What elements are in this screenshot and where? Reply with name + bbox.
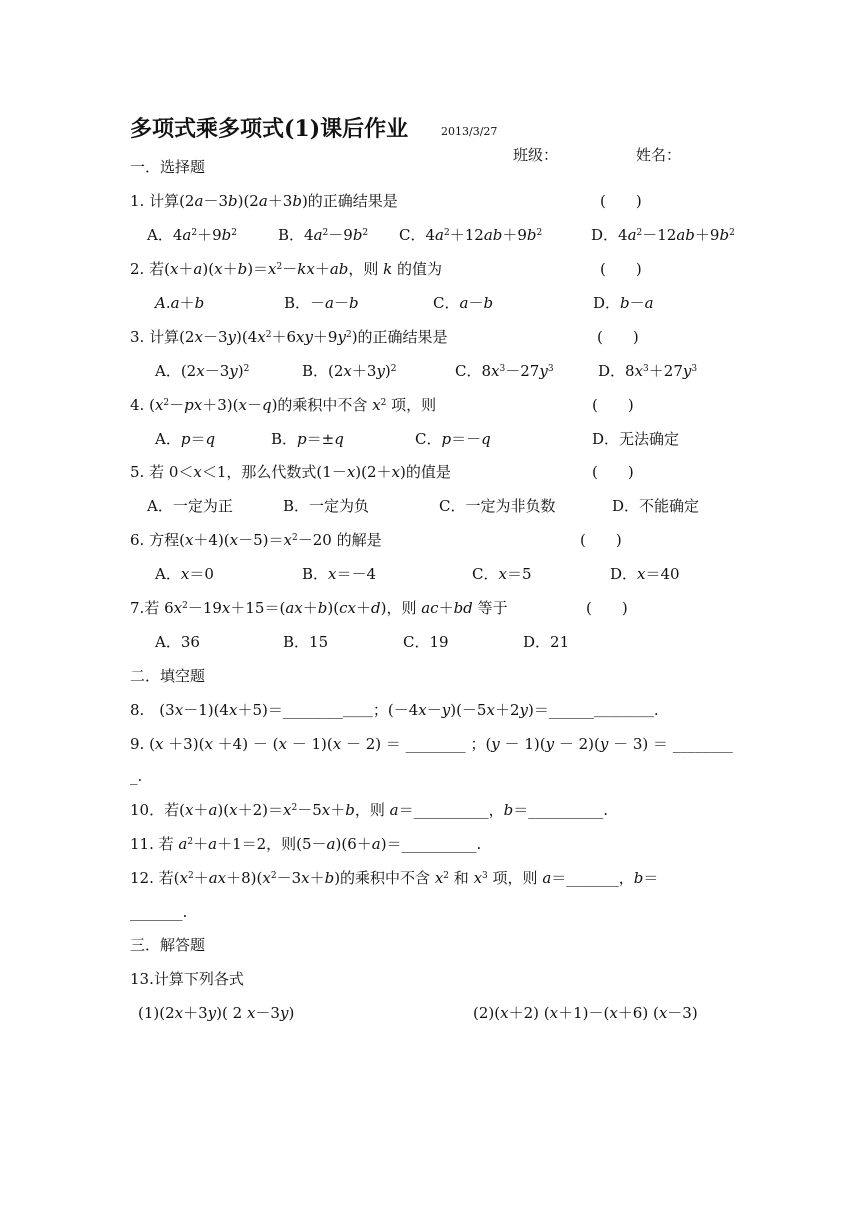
question-13-part-2: (2)(x＋2) (x＋1)－(x＋6) (x－3) — [473, 1004, 698, 1022]
question-1-answer-paren: ( ) — [600, 192, 642, 210]
question-13-stem: 13.计算下列各式 — [130, 970, 244, 988]
question-8: 8. (3x－1)(4x＋5)＝________＿＿；(－4x－y)(－5x＋2y)＝______＿＿＿＿. — [130, 701, 659, 719]
question-2-option-c: C．a－b — [433, 294, 494, 312]
question-5-option-d: D．不能确定 — [612, 497, 700, 515]
question-4-answer-paren: ( ) — [592, 396, 634, 414]
section-choice-heading: 一．选择题 — [130, 158, 206, 176]
question-11: 11. 若 $a^2+a+1=2$，则(5－a)(6＋a)＝__________. — [130, 835, 482, 853]
question-7-answer-paren: ( ) — [586, 599, 628, 617]
question-3-stem: 3. 计算$(2x-3y)(4x^2+6xy+9y^2)$的正确结果是 — [130, 328, 448, 346]
name-label: 姓名： — [636, 146, 682, 164]
question-12-line-2: _______. — [130, 903, 188, 921]
date-label: 2013/3/27 — [441, 125, 498, 138]
question-6-option-d: D．x＝40 — [610, 565, 680, 583]
question-6-option-b: B．x＝－4 — [302, 565, 377, 583]
question-2-stem: 2. 若$(x+a)(x+b)=x^2-kx+ab$，则 k 的值为 — [130, 260, 443, 278]
question-4-stem: 4. $(x^2-px+3)(x-q)$的乘积中不含 $x^2$ 项，则 — [130, 396, 437, 414]
question-6-answer-paren: ( ) — [580, 531, 622, 549]
question-1-option-a: A．$4a^2+9b^2$ — [147, 226, 237, 244]
question-5-option-a: A．一定为正 — [147, 497, 233, 515]
question-4-option-c: C．p＝－q — [415, 430, 491, 448]
question-1-option-c: C．$4a^2+12ab+9b^2$ — [399, 226, 543, 244]
section-solve-heading: 三．解答题 — [130, 936, 206, 954]
question-5-stem: 5. 若 0＜x＜1，那么代数式(1－x)(2＋x)的值是 — [130, 463, 451, 481]
page-title: 多项式乘多项式(1)课后作业 — [130, 116, 409, 142]
question-7-option-d: D．21 — [523, 633, 570, 651]
question-10: 10．若$(x+a)(x+2)=x^2-5x+b$，则 a＝__________，b＝__________. — [130, 801, 608, 819]
question-3-option-d: D．$8x^3+27y^3$ — [598, 362, 698, 380]
question-6-option-a: A．x＝0 — [155, 565, 214, 583]
question-7-option-c: C．19 — [403, 633, 449, 651]
question-2-answer-paren: ( ) — [600, 260, 642, 278]
question-4-option-d: D．无法确定 — [592, 430, 680, 448]
question-7-option-a: A．36 — [155, 633, 200, 651]
question-2-option-a: A.a＋b — [155, 294, 205, 312]
section-fill-heading: 二．填空题 — [130, 667, 206, 685]
class-label: 班级： — [513, 146, 559, 164]
question-1-option-d: D．$4a^2-12ab+9b^2$ — [591, 226, 735, 244]
question-7-stem: 7.若 $6x^2-19x+15=(ax+b)(cx+d)$，则 ac＋bd 等于 — [130, 599, 508, 617]
question-3-option-c: C．$8x^3-27y^3$ — [455, 362, 554, 380]
question-2-option-b: B．－a－b — [284, 294, 359, 312]
question-3-option-a: A．$(2x-3y)^2$ — [155, 362, 250, 380]
question-13-part-1: (1)(2x＋3y)( 2 x－3y) — [138, 1004, 295, 1022]
question-9-line-1: 9. (x ＋3)(x ＋4) － (x － 1)(x － 2) ＝ ________ ；(y － 1)(y － 2)(y － 3) ＝ ________ — [130, 735, 733, 753]
question-3-answer-paren: ( ) — [597, 328, 639, 346]
question-4-option-b: B．p＝±q — [271, 430, 344, 448]
question-5-answer-paren: ( ) — [592, 463, 634, 481]
question-4-option-a: A．p＝q — [155, 430, 216, 448]
question-5-option-b: B．一定为负 — [283, 497, 370, 515]
question-1-option-b: B．$4a^2-9b^2$ — [278, 226, 369, 244]
question-9-line-2: _. — [130, 767, 143, 785]
question-2-option-d: D．b－a — [593, 294, 654, 312]
question-6-option-c: C．x＝5 — [472, 565, 532, 583]
question-6-stem: 6. 方程$(x+4)(x-5)=x^2-20$ 的解是 — [130, 531, 382, 549]
question-7-option-b: B．15 — [283, 633, 329, 651]
question-5-option-c: C．一定为非负数 — [439, 497, 556, 515]
question-1-stem: 1. 计算(2a－3b)(2a＋3b)的正确结果是 — [130, 192, 398, 210]
question-3-option-b: B．$(2x+3y)^2$ — [302, 362, 397, 380]
question-12-line-1: 12. 若$(x^2+ax+8)(x^2-3x+b)$的乘积中不含 $x^2$ 和 $x^3$ 项，则 a＝_______，b＝ — [130, 869, 659, 887]
